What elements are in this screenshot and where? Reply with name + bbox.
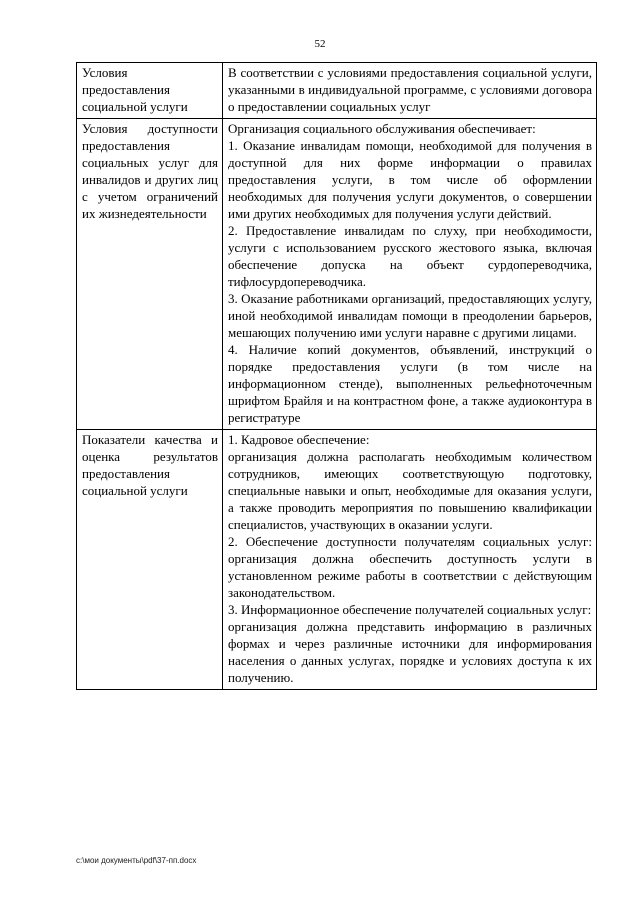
content-paragraph: 2. Предоставление инвалидам по слуху, при необходимости, услуги с использованием русского жестового языка, включая обеспечение допуска на объект сурдопереводчика, тифлосурдопереводчика. (228, 223, 592, 289)
row-content-cell (223, 63, 597, 119)
table-row (77, 63, 597, 119)
table-row (77, 119, 597, 430)
services-table (76, 62, 597, 690)
row-content-cell (223, 430, 597, 690)
row-label-cell: Условия доступности предоставления социальных услуг для инвалидов и других лиц с учетом ограничений их жизнедеятельности (77, 119, 223, 430)
row-label-cell: Показатели качества и оценка результатов предоставления социальной услуги (77, 430, 223, 690)
row-content-cell (223, 119, 597, 430)
table-row (77, 430, 597, 690)
page-number: 52 (314, 38, 326, 50)
content-paragraph: 4. Наличие копий документов, объявлений, инструкций о порядке предоставления услуги (в том числе на информационном стенде), выполненных рельефноточечным шрифтом Брайля и на контрастном фоне, а также аудиоконтура в регистратуре (228, 342, 592, 425)
file-path-footer: c:\мои документы\pdf\37-пп.docx (76, 856, 197, 865)
content-paragraph: организация должна представить информацию в различных формах и через различные источники для информирования населения о данных услугах, порядке и условиях доступа к их получению. (228, 619, 592, 685)
content-paragraph: 3. Оказание работниками организаций, предоставляющих услугу, иной необходимой инвалидам помощи в преодолении барьеров, мешающих получению ими услуги наравне с другими лицами. (228, 291, 592, 340)
content-paragraph: В соответствии с условиями предоставления социальной услуги, указанными в индивидуальной программе, с условиями договора о предоставлении социальных услуг (228, 65, 592, 114)
content-paragraph: 1. Кадровое обеспечение: (228, 432, 370, 447)
content-paragraph: 2. Обеспечение доступности получателям социальных услуг: организация должна обеспечить доступность услуги в установленном режиме работы в соответствии с действующим законодательством. (228, 534, 592, 600)
content-paragraph: 3. Информационное обеспечение получателей социальных услуг: (228, 602, 592, 617)
content-paragraph: организация должна располагать необходимым количеством сотрудников, имеющих соответствующую подготовку, специальные навыки и опыт, необходимые для оказания услуги, а также проводить мероприятия по повышению квалификации специалистов, участвующих в оказании услуги. (228, 449, 592, 532)
row-label-cell: Условия предоставления социальной услуги (77, 63, 223, 119)
content-paragraph: 1. Оказание инвалидам помощи, необходимой для получения в доступной для них форме информации о правилах предоставления услуги, в том числе об оформлении необходимых для получения услуги документов, о совершении ими других необходимых для получения услуги действий. (228, 138, 592, 221)
content-paragraph: Организация социального обслуживания обеспечивает: (228, 121, 536, 136)
